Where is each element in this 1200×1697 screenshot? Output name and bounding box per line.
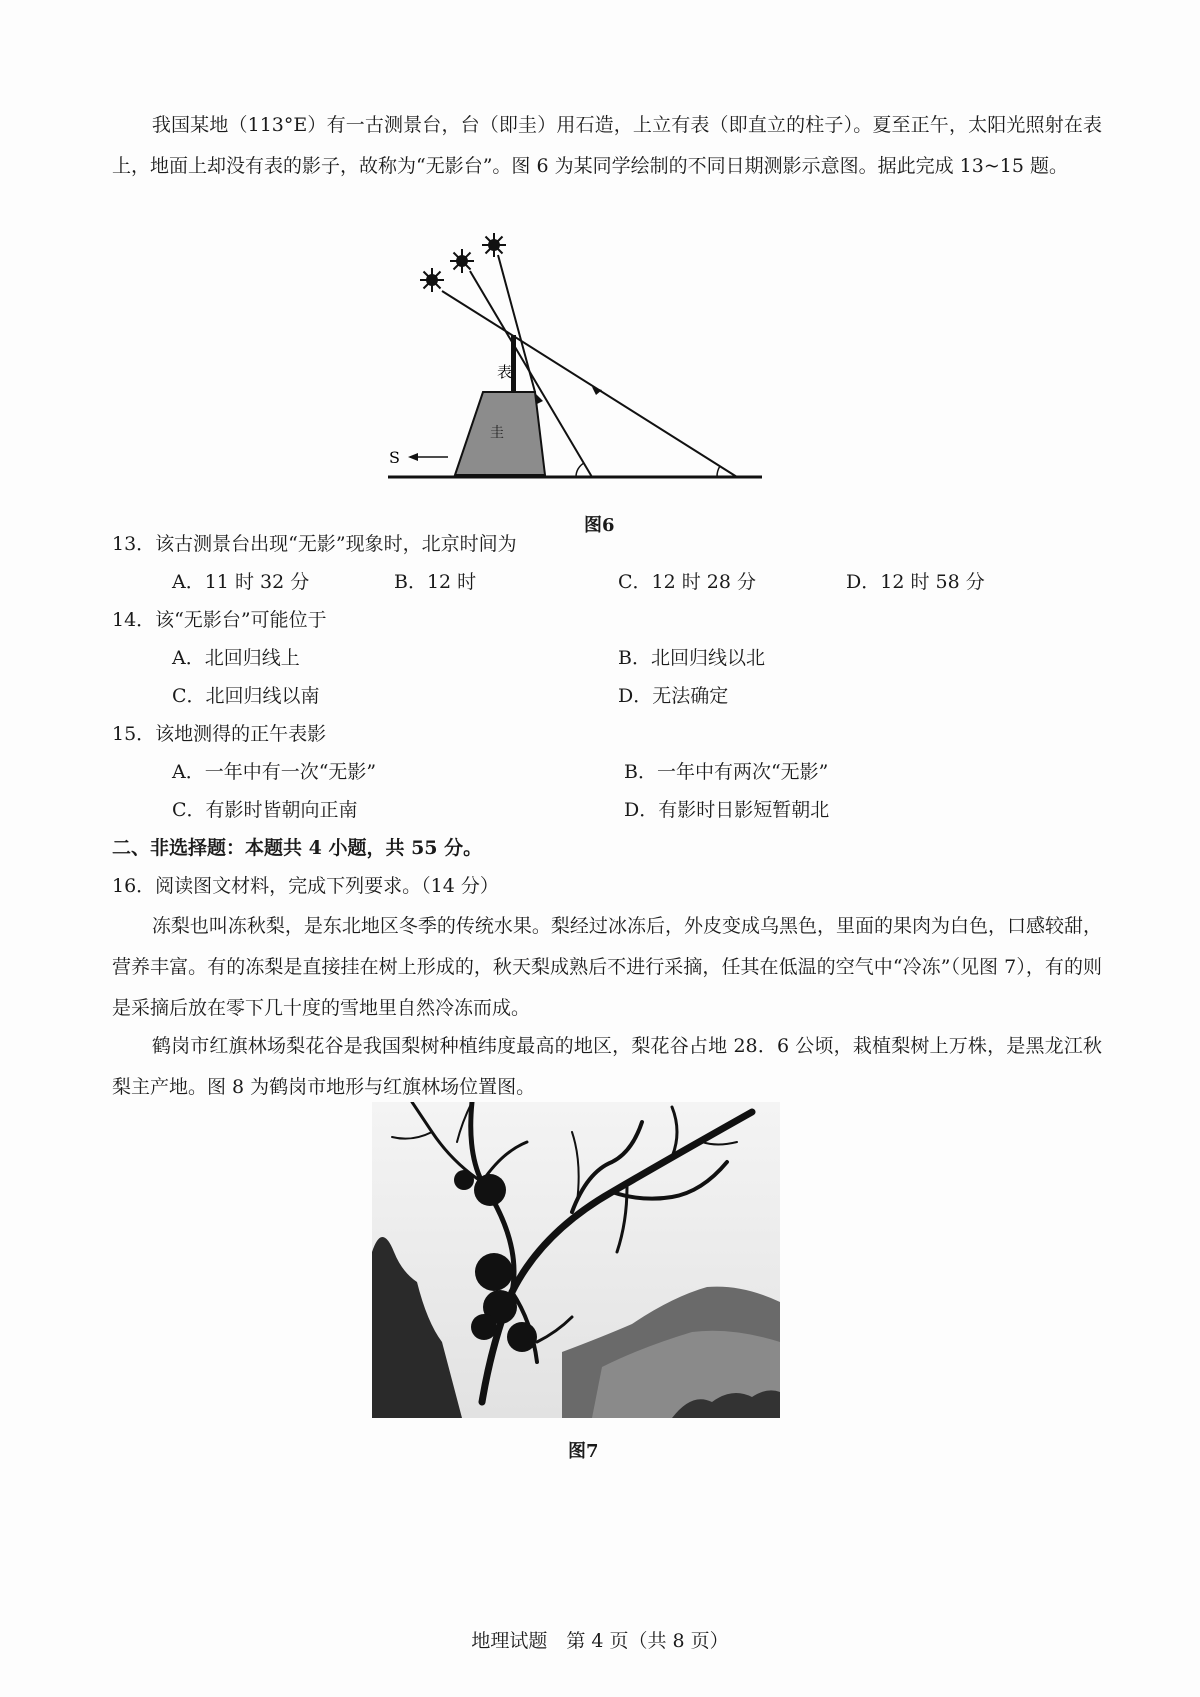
south-label: S (389, 448, 400, 467)
intro-paragraph: 我国某地（113°E）有一古测景台，台（即圭）用石造，上立有表（即直立的柱子）。夏至正午，太阳光照射在表上，地面上却没有表的影子，故称为“无影台”。图 6 为某同学绘制的不同日期测影示意图。据此完成 13~15 题。 (112, 114, 1102, 177)
ray-arrow-middle (536, 394, 543, 404)
angle-arc-left (717, 466, 720, 477)
figure7-photo (372, 1102, 780, 1418)
section2-heading: 二、非选择题：本题共 4 小题，共 55 分。 (112, 837, 483, 859)
question15-option-d[interactable]: D．有影时日影短暂朝北 (624, 799, 830, 821)
question16-paragraph2: 鹤岗市红旗林场梨花谷是我国梨树种植纬度最高的地区，梨花谷占地 28．6 公顷，栽植梨树上万株，是黑龙江秋梨主产地。图 8 为鹤岗市地形与红旗林场位置图。 (112, 1035, 1102, 1098)
question13-stem: 13．该古测景台出现“无影”现象时，北京时间为 (112, 533, 517, 555)
angle-arc-middle (576, 463, 584, 477)
page-footer: 地理试题 第 4 页（共 8 页） (471, 1630, 729, 1652)
question15-option-c[interactable]: C．有影时皆朝向正南 (172, 799, 358, 821)
sun-icon-middle (450, 249, 474, 273)
question16-paragraph1: 冻梨也叫冻秋梨，是东北地区冬季的传统水果。梨经过冰冻后，外皮变成乌黑色，里面的果肉为白色，口感较甜，营养丰富。有的冻梨是直接挂在树上形成的，秋天梨成熟后不进行采摘，任其在低温的空气中“冷冻”（见图 7），有的则是采摘后放在零下几十度的雪地里自然冷冻而成。 (112, 915, 1102, 1019)
sun-icon-left (420, 268, 444, 292)
sun-icon-right (482, 233, 506, 257)
question15-option-b[interactable]: B．一年中有两次“无影” (624, 761, 829, 783)
question14-stem: 14．该“无影台”可能位于 (112, 609, 327, 631)
question14-option-c[interactable]: C．北回归线以南 (172, 685, 320, 707)
question14-option-b[interactable]: B．北回归线以北 (618, 647, 765, 669)
question16-stem: 16．阅读图文材料，完成下列要求。（14 分） (112, 875, 499, 897)
question14-option-a[interactable]: A．北回归线上 (172, 647, 300, 669)
question15-stem: 15．该地测得的正午表影 (112, 723, 327, 745)
figure7-caption: 图7 (568, 1441, 599, 1462)
question13-option-c[interactable]: C．12 时 28 分 (618, 571, 757, 593)
question13-option-a[interactable]: A．11 时 32 分 (172, 571, 310, 593)
gui-label: 圭 (490, 425, 504, 441)
question14-option-d[interactable]: D．无法确定 (618, 685, 729, 707)
biao-label: 表 (497, 363, 513, 381)
figure6-diagram (380, 225, 780, 497)
question13-option-d[interactable]: D．12 时 58 分 (846, 571, 985, 593)
south-arrow-icon (408, 453, 418, 461)
question15-option-a[interactable]: A．一年中有一次“无影” (172, 761, 377, 783)
question13-option-b[interactable]: B．12 时 (394, 571, 477, 593)
figure6-caption: 图6 (584, 515, 615, 536)
